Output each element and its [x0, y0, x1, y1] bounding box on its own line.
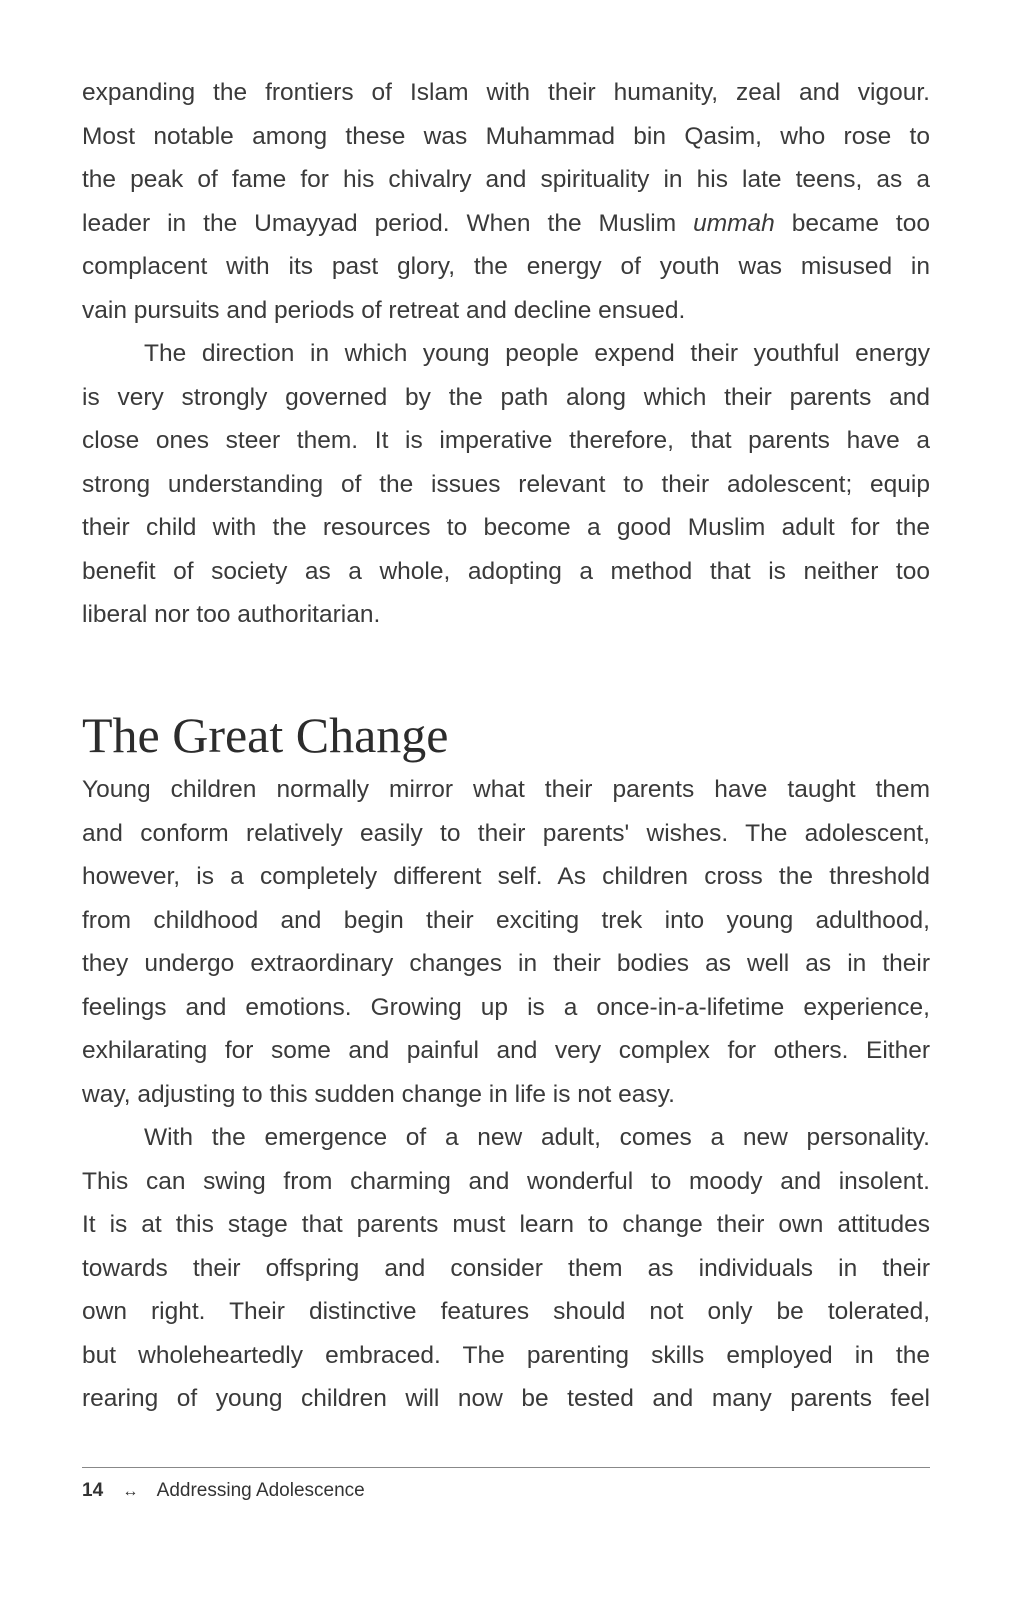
text-line: Young children normally mirror what their parents have taught them	[82, 776, 930, 803]
text-line: their child with the resources to become a good Muslim adult for the	[82, 514, 930, 541]
body-text-bottom	[82, 768, 930, 1421]
text-line: but wholeheartedly embraced. The parenting skills employed in the	[82, 1341, 930, 1369]
text-span: leader in the Umayyad period. When the Muslim	[82, 209, 694, 237]
text-line: is very strongly governed by the path along which their parents and	[82, 383, 930, 411]
text-line: feelings and emotions. Growing up is a once-in-a-lifetime experience,	[82, 993, 930, 1021]
text-line: liberal nor too authoritarian.	[82, 601, 381, 628]
page-number: 14	[82, 1480, 104, 1501]
text-line: they undergo extraordinary changes in their bodies as well as in their	[82, 950, 930, 977]
text-line: With the emergence of a new adult, comes a new personality.	[144, 1124, 930, 1151]
section-heading: The Great Change	[82, 707, 449, 763]
text-line: the peak of fame for his chivalry and spirituality in his late teens, as a	[82, 166, 930, 193]
text-line: towards their offspring and consider them as individuals in their	[82, 1254, 930, 1282]
italic-term: ummah	[693, 209, 775, 237]
text-line	[82, 202, 930, 246]
text-line: strong understanding of the issues relevant to their adolescent; equip	[82, 470, 930, 498]
text-line: own right. Their distinctive features should not only be tolerated,	[82, 1298, 930, 1325]
text-line: close ones steer them. It is imperative therefore, that parents have a	[82, 427, 930, 454]
text-line: expanding the frontiers of Islam with their humanity, zeal and vigour.	[82, 79, 930, 106]
text-line: vain pursuits and periods of retreat and decline ensued.	[82, 296, 686, 324]
text-line: however, is a completely different self. As children cross the threshold	[82, 863, 930, 890]
body-text-top	[82, 71, 930, 637]
book-title: Addressing Adolescence	[156, 1480, 365, 1501]
text-line: rearing of young children will now be tested and many parents feel	[82, 1385, 930, 1412]
page-footer	[82, 1480, 365, 1502]
footer-divider	[82, 1467, 930, 1468]
text-line: way, adjusting to this sudden change in life is not easy.	[82, 1080, 675, 1108]
text-line: The direction in which young people expend their youthful energy	[144, 340, 930, 367]
text-line: and conform relatively easily to their parents' wishes. The adolescent,	[82, 819, 930, 847]
text-span: became too	[774, 209, 930, 237]
text-line: benefit of society as a whole, adopting a method that is neither too	[82, 557, 930, 585]
text-line: from childhood and begin their exciting trek into young adulthood,	[82, 906, 930, 934]
text-line: This can swing from charming and wonderful to moody and insolent.	[82, 1167, 930, 1195]
text-line: It is at this stage that parents must learn to change their own attitudes	[82, 1211, 930, 1238]
text-line: Most notable among these was Muhammad bin Qasim, who rose to	[82, 122, 930, 150]
double-arrow-icon: ↔	[122, 1483, 139, 1500]
text-line: complacent with its past glory, the energy of youth was misused in	[82, 253, 930, 280]
text-line: exhilarating for some and painful and very complex for others. Either	[82, 1037, 930, 1064]
